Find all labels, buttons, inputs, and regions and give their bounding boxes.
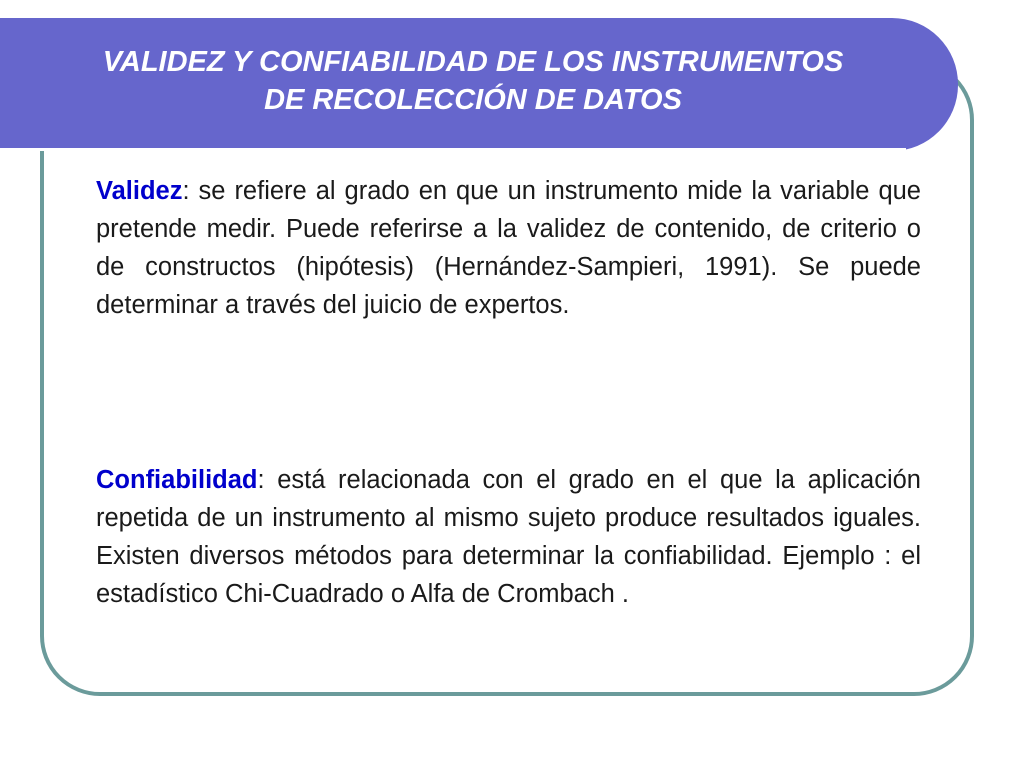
slide-title: [22, 43, 924, 119]
confiabilidad-term: Confiabilidad: [96, 466, 258, 494]
title-underline: [0, 148, 906, 151]
confiabilidad-paragraph: [96, 461, 921, 613]
validez-term: Validez: [96, 177, 183, 205]
validez-definition: se refiere al grado en que un instrumento mide la variable que pretende medir. Puede referirse a la validez de contenido, de criterio o de constructos (hipótesis) (Hernández-Sampieri, 1991). Se puede determinar a través del juicio de expertos.: [96, 177, 921, 319]
slide-title-line-2: DE RECOLECCIÓN DE DATOS: [264, 84, 682, 116]
validez-separator: :: [182, 177, 190, 205]
validez-paragraph: [96, 172, 921, 324]
confiabilidad-separator: :: [257, 466, 265, 494]
confiabilidad-definition: está relacionada con el grado en el que la aplicación repetida de un instrumento al mismo sujeto produce resultados iguales. Existen diversos métodos para determinar la confiabilidad. Ejemplo : el estadístico Chi-Cuadrado o Alfa de Crombach .: [96, 466, 921, 608]
slide-title-line-1: VALIDEZ Y CONFIABILIDAD DE LOS INSTRUMENTOS: [102, 46, 844, 78]
